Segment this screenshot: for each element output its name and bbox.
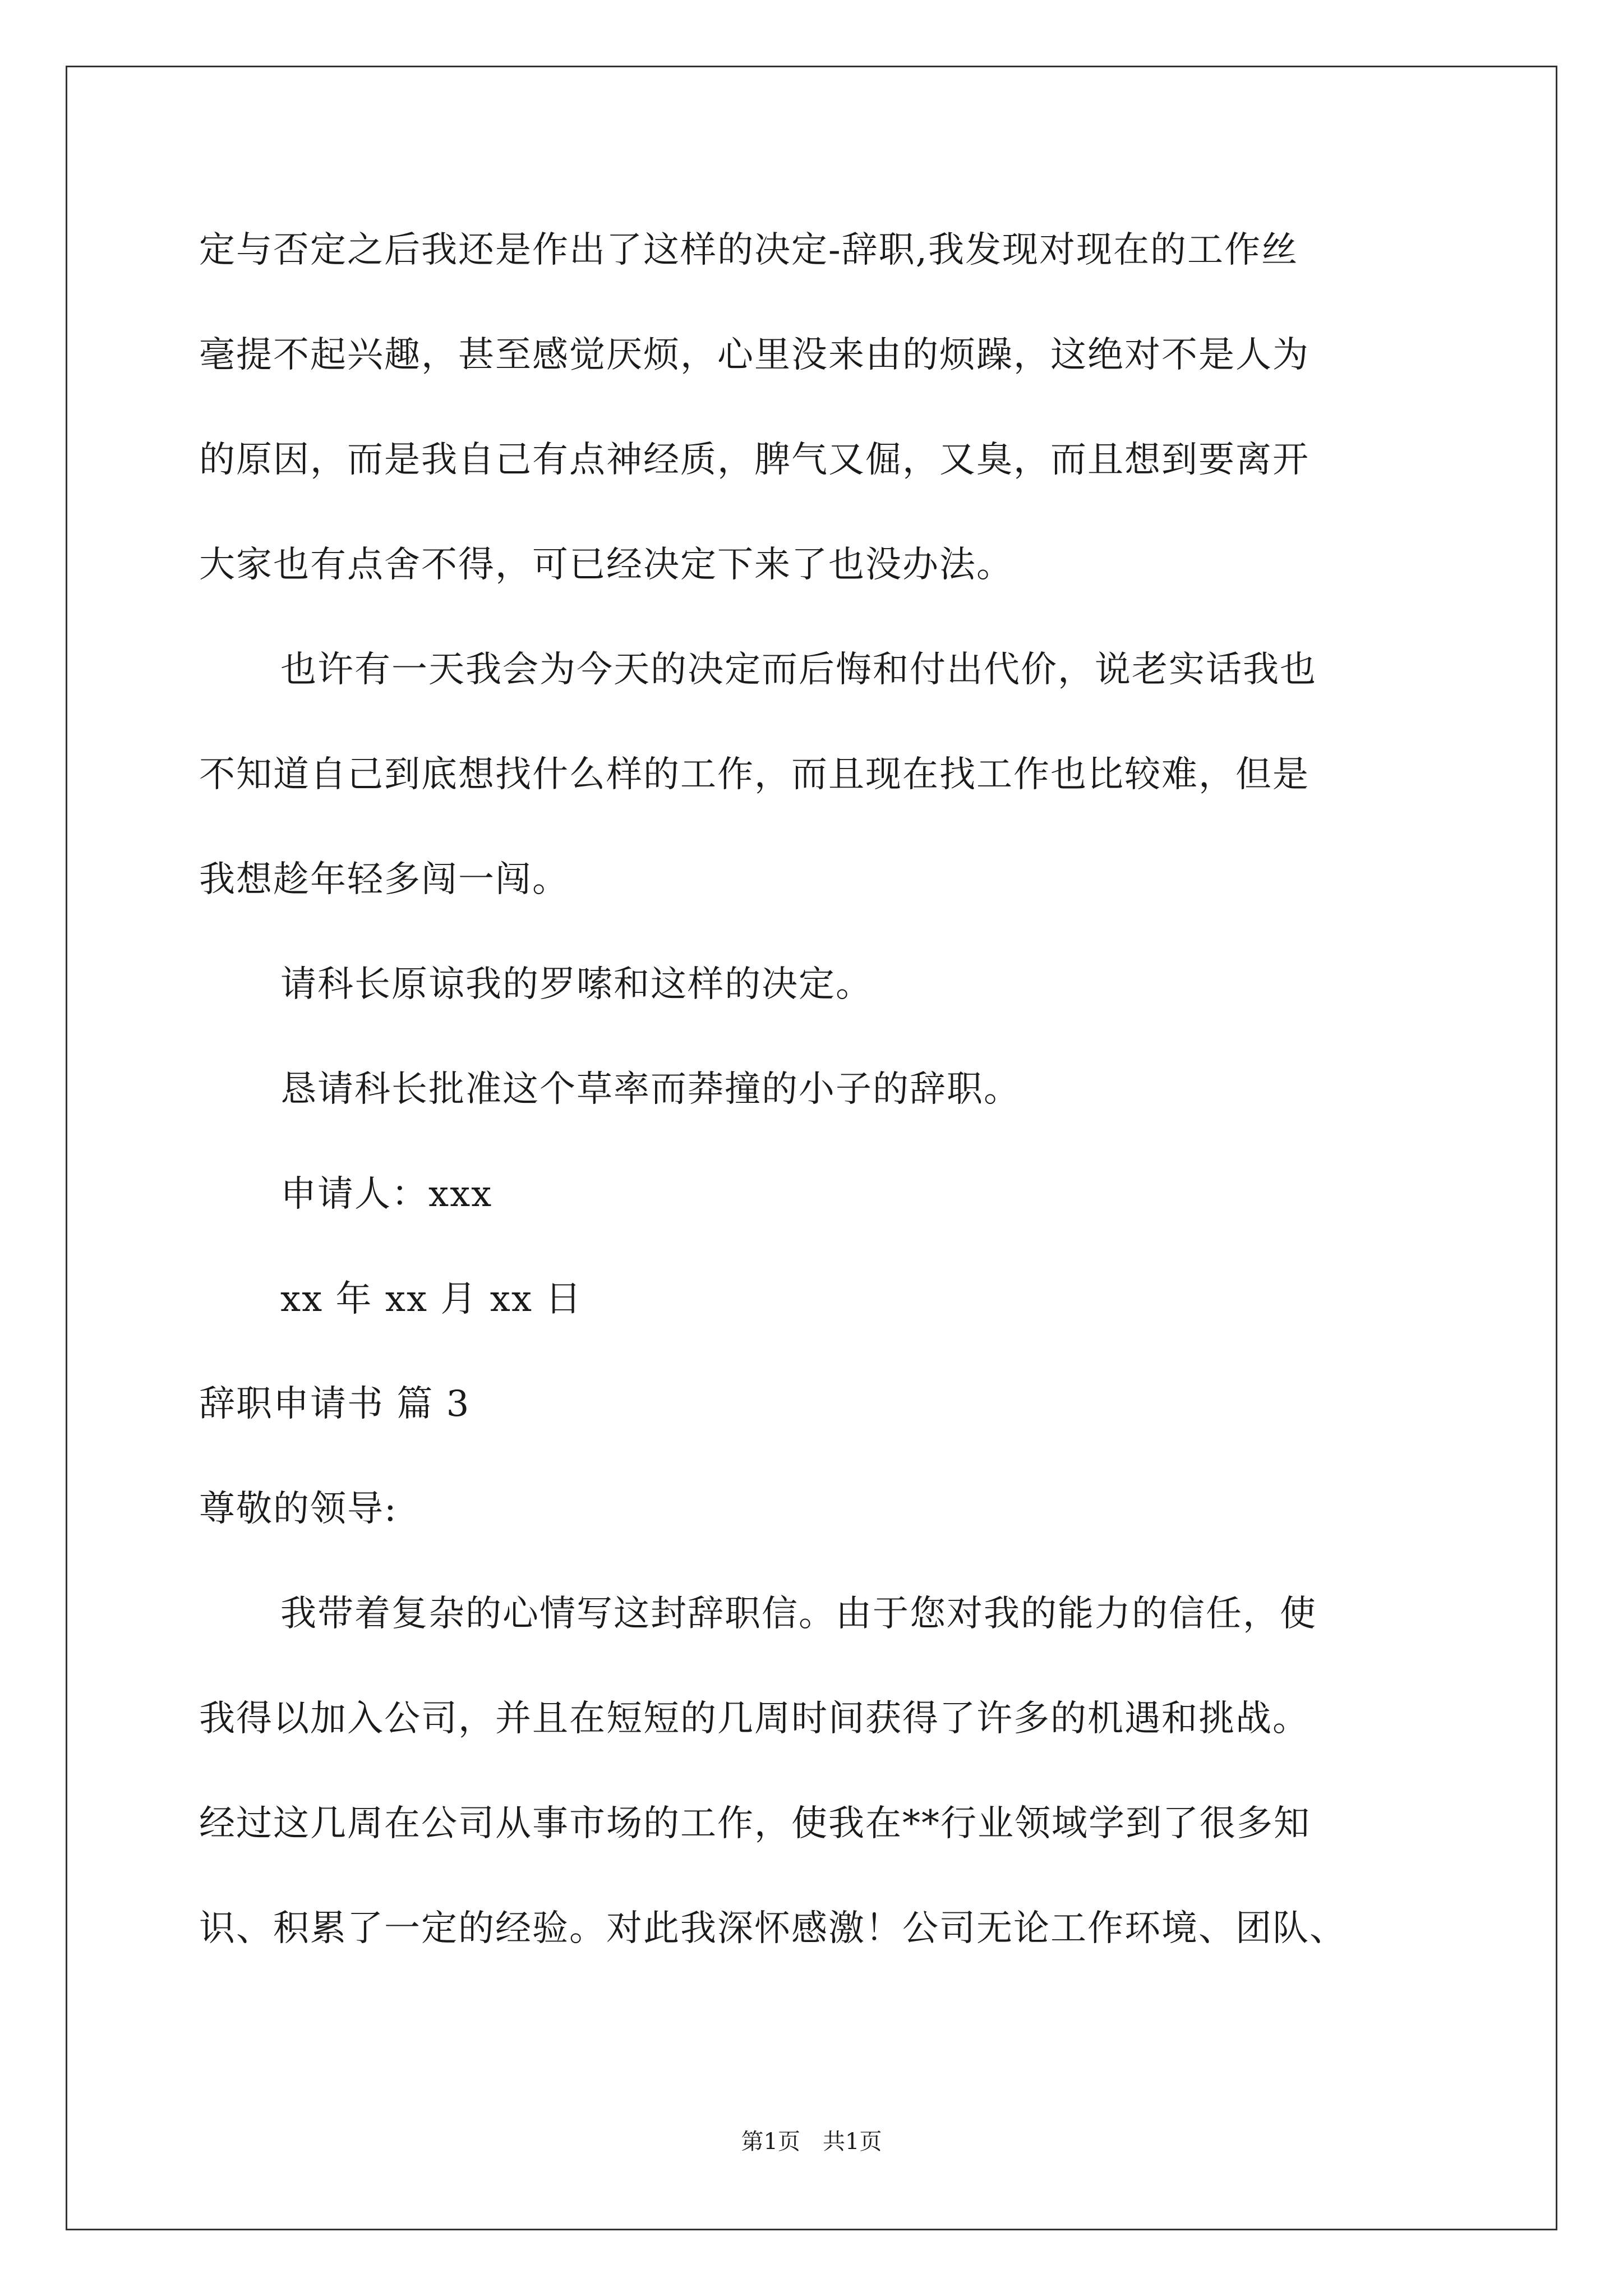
text-line: 请科长原谅我的罗嗦和这样的决定。: [280, 964, 873, 1005]
text-line: 我得以加入公司，并且在短短的几周时间获得了许多的机遇和挑战。: [199, 1698, 1310, 1740]
text-line: 也许有一天我会为今天的决定而后悔和付出代价，说老实话我也: [280, 649, 1317, 691]
text-line: 经过这几周在公司从事市场的工作，使我在**行业领域学到了很多知: [199, 1803, 1311, 1844]
text-line: 不知道自己到底想找什么样的工作，而且现在找工作也比较难，但是: [199, 754, 1310, 795]
section-title: 辞职申请书 篇 3: [199, 1383, 471, 1425]
salutation: 尊敬的领导:: [199, 1488, 398, 1530]
applicant-line: 申请人：xxx: [280, 1174, 493, 1215]
text-line: 大家也有点舍不得，可已经决定下来了也没办法。: [199, 544, 1013, 586]
text-line: 的原因，而是我自己有点神经质，脾气又倔，又臭，而且想到要离开: [199, 439, 1310, 481]
text-line: 定与否定之后我还是作出了这样的决定-辞职,我发现对现在的工作丝: [199, 229, 1298, 271]
page-footer: 第1页 共1页: [741, 2129, 882, 2155]
date-line: xx 年 xx 月 xx 日: [280, 1278, 583, 1320]
text-line: 恳请科长批准这个草率而莽撞的小子的辞职。: [280, 1069, 1021, 1110]
text-line: 我带着复杂的心情写这封辞职信。由于您对我的能力的信任，使: [280, 1593, 1317, 1635]
text-line: 识、积累了一定的经验。对此我深怀感激！公司无论工作环境、团队、: [199, 1908, 1347, 1949]
text-line: 毫提不起兴趣，甚至感觉厌烦，心里没来由的烦躁，这绝对不是人为: [199, 334, 1310, 376]
text-line: 我想趁年轻多闯一闯。: [199, 859, 569, 900]
